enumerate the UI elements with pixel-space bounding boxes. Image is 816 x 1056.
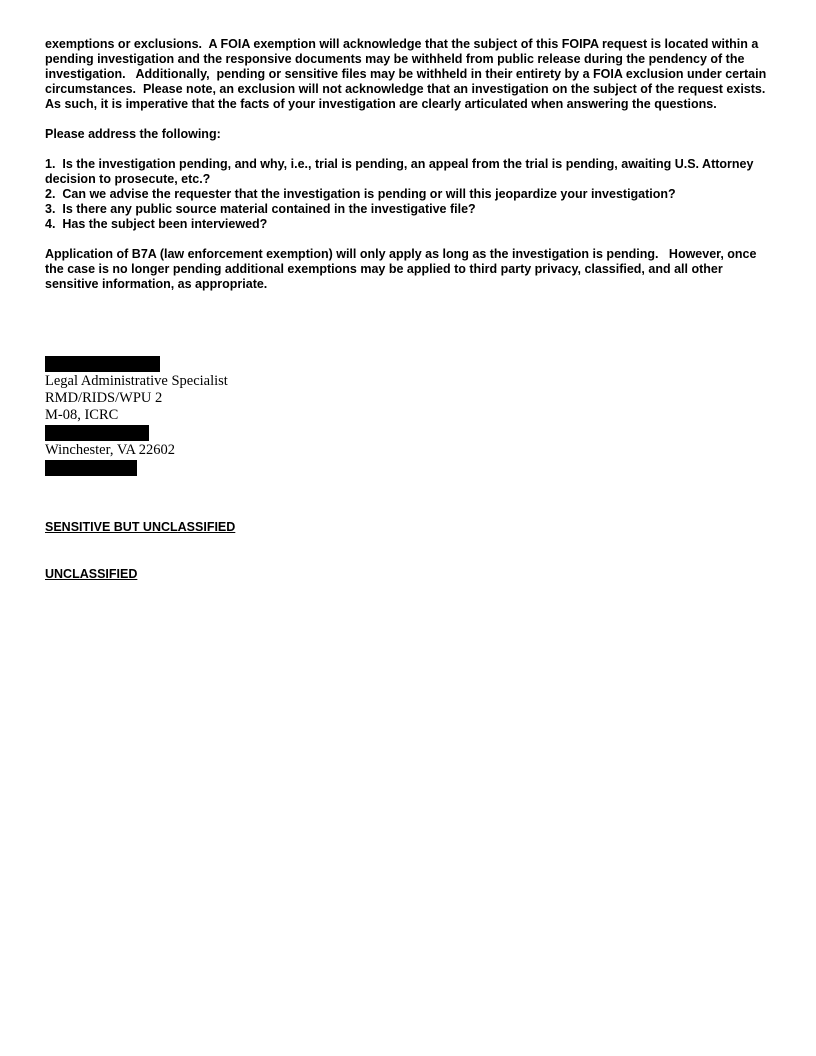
signature-unit: RMD/RIDS/WPU 2 [45,390,163,406]
redaction-bar-name [45,356,160,372]
question-item: 4. Has the subject been interviewed? [45,217,268,231]
signature-city: Winchester, VA 22602 [45,442,175,458]
question-item: 3. Is there any public source material contained in the investigative file? [45,202,476,216]
question-item: 1. Is the investigation pending, and why, i.e., trial is pending, an appeal from the trial is pending, awaiting U.S. Attorney decision to prosecute, etc.? [45,157,757,186]
classification-level: UNCLASSIFIED [45,567,138,581]
signature-block [45,355,228,477]
intro-paragraph: exemptions or exclusions. A FOIA exemption will acknowledge that the subject of this FOIPA request is located within a pending investigation and the responsive documents may be withheld from public release during the pendency of the investigation. Additionally, pending or sensitive files may be withheld in their entirety by a FOIA exclusion under certain circumstances. Please note, an exclusion will not acknowledge that an investigation on the subject of the request exists. As such, it is imperative that the facts of your investigation are clearly articulated when answering the questions. [45,37,772,111]
signature-office: M-08, ICRC [45,407,119,423]
b7a-paragraph: Application of B7A (law enforcement exemption) will only apply as long as the investigation is pending. However, once the case is no longer pending additional exemptions may be applied to third party privacy, classified, and all other sensitive information, as appropriate. [45,247,760,291]
redaction-bar-phone [45,425,149,441]
prompt-text: Please address the following: [45,127,221,141]
question-list [45,157,775,232]
classification-handling: SENSITIVE BUT UNCLASSIFIED [45,520,236,534]
document-body [45,37,775,292]
question-item: 2. Can we advise the requester that the investigation is pending or will this jeopardize your investigation? [45,187,676,201]
redaction-bar-email [45,460,137,476]
signature-title: Legal Administrative Specialist [45,373,228,389]
